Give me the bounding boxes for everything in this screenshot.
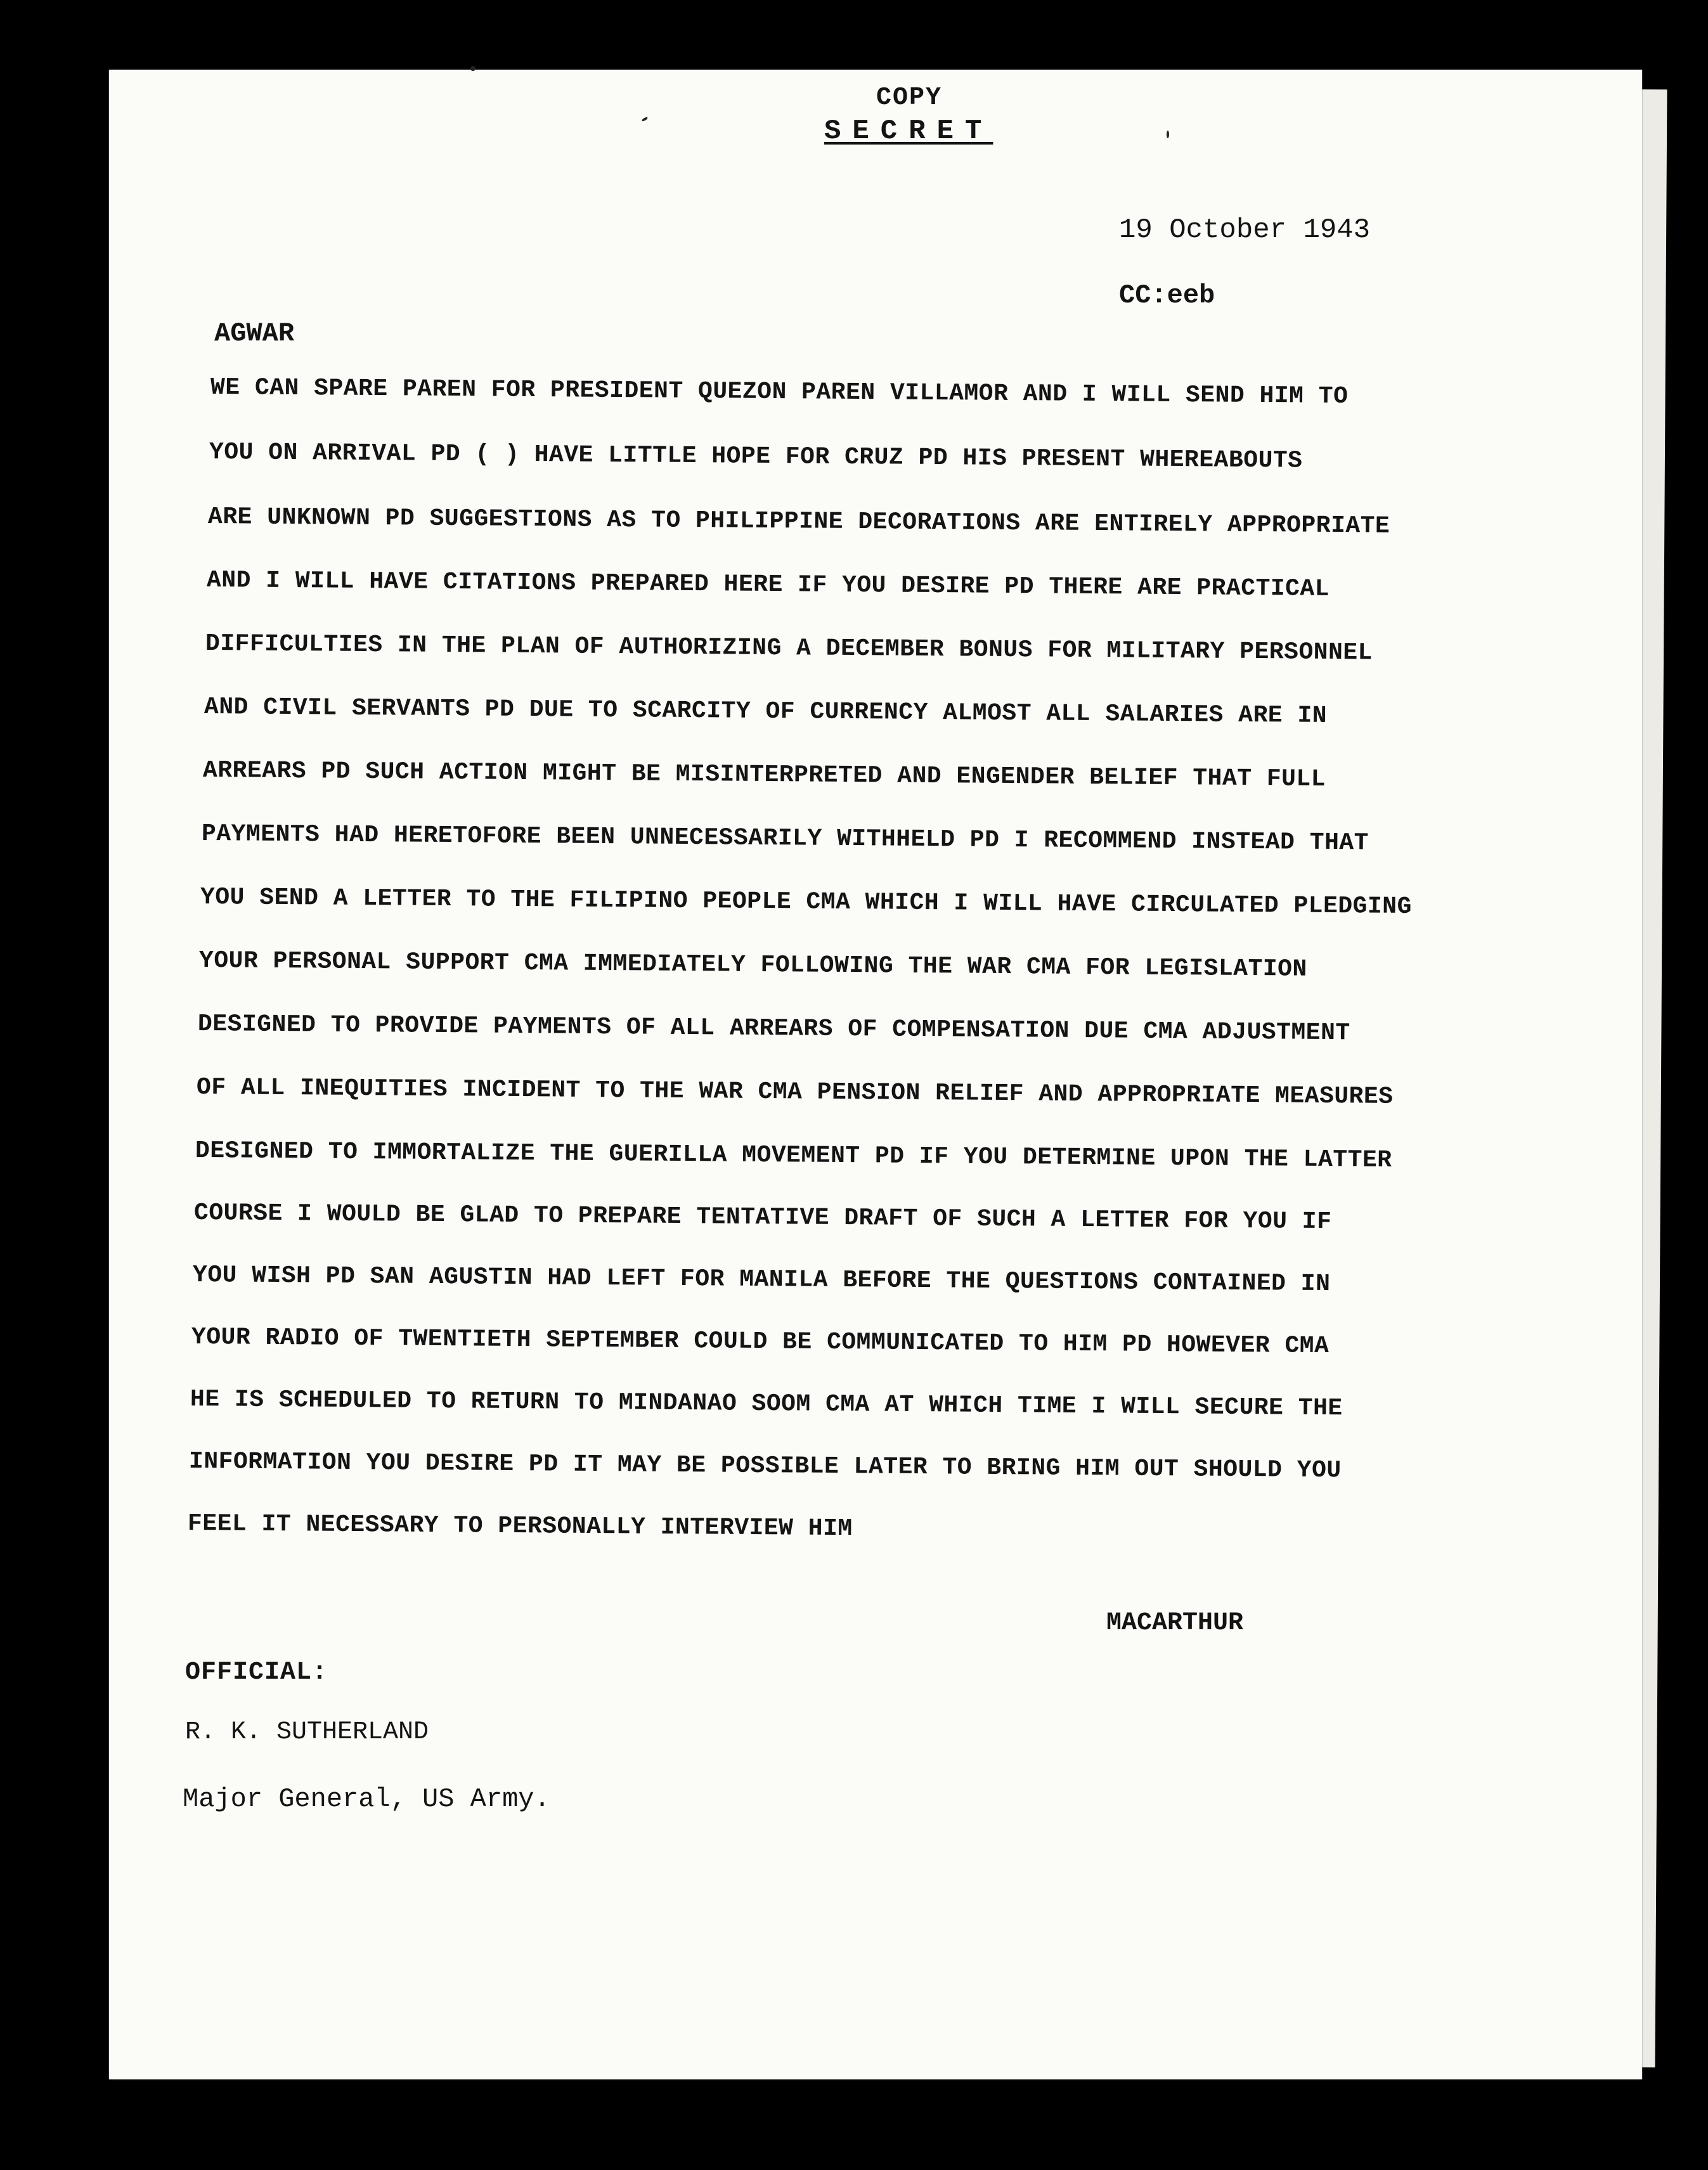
body-line: FEEL IT NECESSARY TO PERSONALLY INTERVIEW HIM (187, 1510, 853, 1543)
body-line: DIFFICULTIES IN THE PLAN OF AUTHORIZING A DECEMBER BONUS FOR MILITARY PERSONNEL (205, 630, 1373, 667)
body-line: YOU WISH PD SAN AGUSTIN HAD LEFT FOR MANILA BEFORE THE QUESTIONS CONTAINED IN (192, 1262, 1331, 1298)
body-line: DESIGNED TO PROVIDE PAYMENTS OF ALL ARREARS OF COMPENSATION DUE CMA ADJUSTMENT (197, 1011, 1350, 1047)
copy-label: COPY (876, 84, 943, 112)
reference-code: CC:eeb (1119, 280, 1215, 311)
addressee: AGWAR (214, 318, 295, 349)
body-line: WE CAN SPARE PAREN FOR PRESIDENT QUEZON PAREN VILLAMOR AND I WILL SEND HIM TO (210, 374, 1349, 411)
body-line: AND I WILL HAVE CITATIONS PREPARED HERE IF YOU DESIRE PD THERE ARE PRACTICAL (206, 567, 1330, 603)
body-line: OF ALL INEQUITIES INCIDENT TO THE WAR CMA PENSION RELIEF AND APPROPRIATE MEASURES (196, 1074, 1394, 1111)
classification-label: SECRET (824, 115, 993, 147)
officer-rank: Major General, US Army. (183, 1784, 550, 1814)
speck-mark (642, 117, 649, 122)
authentication-label: OFFICIAL: (185, 1658, 328, 1687)
body-line: PAYMENTS HAD HERETOFORE BEEN UNNECESSARILY WITHHELD PD I RECOMMEND INSTEAD THAT (201, 820, 1369, 857)
body-line: HE IS SCHEDULED TO RETURN TO MINDANAO SOOM CMA AT WHICH TIME I WILL SECURE THE (190, 1386, 1343, 1423)
punch-dot (470, 66, 476, 71)
speck-mark (1167, 131, 1169, 138)
authenticating-officer: R. K. SUTHERLAND (185, 1718, 429, 1747)
body-line: YOU SEND A LETTER TO THE FILIPINO PEOPLE CMA WHICH I WILL HAVE CIRCULATED PLEDGING (200, 884, 1413, 921)
signer-name: MACARTHUR (1106, 1609, 1244, 1637)
body-line: INFORMATION YOU DESIRE PD IT MAY BE POSSIBLE LATER TO BRING HIM OUT SHOULD YOU (188, 1448, 1342, 1485)
message-date: 19 October 1943 (1119, 214, 1371, 246)
document-page (109, 70, 1642, 2079)
body-line: YOUR PERSONAL SUPPORT CMA IMMEDIATELY FOLLOWING THE WAR CMA FOR LEGISLATION (198, 947, 1307, 983)
body-line: YOU ON ARRIVAL PD ( ) HAVE LITTLE HOPE FOR CRUZ PD HIS PRESENT WHEREABOUTS (209, 439, 1303, 475)
body-line: YOUR RADIO OF TWENTIETH SEPTEMBER COULD BE COMMUNICATED TO HIM PD HOWEVER CMA (191, 1324, 1330, 1360)
body-line: COURSE I WOULD BE GLAD TO PREPARE TENTATIVE DRAFT OF SUCH A LETTER FOR YOU IF (193, 1199, 1332, 1236)
body-line: ARE UNKNOWN PD SUGGESTIONS AS TO PHILIPPINE DECORATIONS ARE ENTIRELY APPROPRIATE (207, 503, 1390, 540)
body-line: ARREARS PD SUCH ACTION MIGHT BE MISINTERPRETED AND ENGENDER BELIEF THAT FULL (202, 757, 1326, 793)
body-line: DESIGNED TO IMMORTALIZE THE GUERILLA MOVEMENT PD IF YOU DETERMINE UPON THE LATTER (195, 1137, 1392, 1174)
body-line: AND CIVIL SERVANTS PD DUE TO SCARCITY OF CURRENCY ALMOST ALL SALARIES ARE IN (204, 694, 1328, 730)
